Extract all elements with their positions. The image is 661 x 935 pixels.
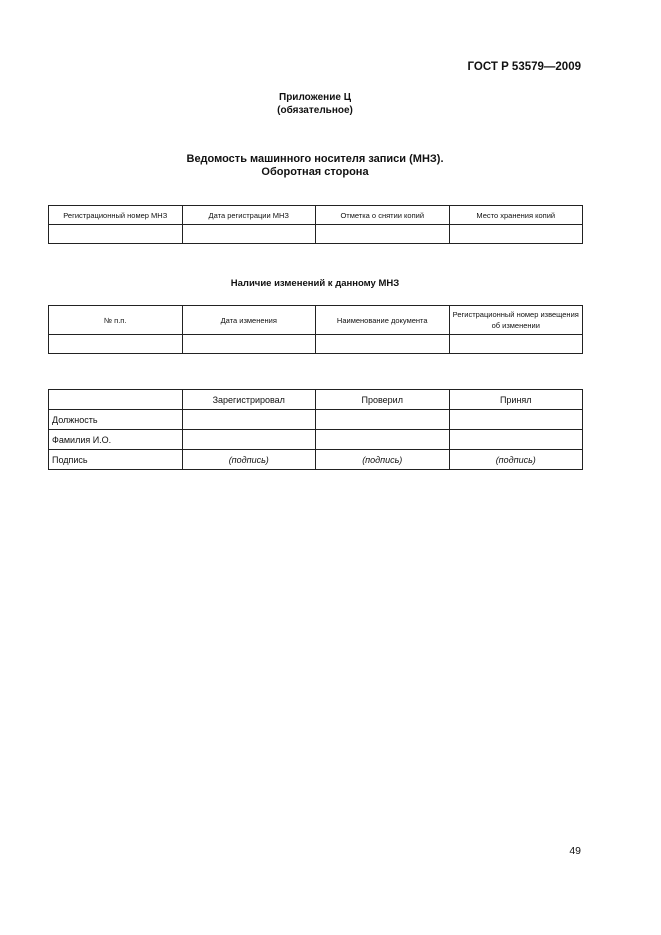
table-cell bbox=[449, 410, 583, 430]
table-cell bbox=[316, 225, 450, 244]
changes-section-title: Наличие изменений к данному МНЗ bbox=[230, 278, 400, 289]
table-cell bbox=[182, 335, 316, 354]
table-header-row bbox=[49, 306, 583, 335]
table-cell bbox=[182, 225, 316, 244]
column-header: Отметка о снятии копий bbox=[316, 206, 450, 225]
table-cell bbox=[449, 430, 583, 450]
column-header: № п.п. bbox=[49, 306, 183, 335]
table-row bbox=[49, 225, 583, 244]
column-header: Дата регистрации МНЗ bbox=[182, 206, 316, 225]
annex-status: (обязательное) bbox=[277, 105, 353, 116]
table-cell bbox=[49, 335, 183, 354]
column-header: Наименование документа bbox=[316, 306, 450, 335]
annex-title: Приложение Ц bbox=[279, 92, 351, 103]
table-row bbox=[49, 410, 583, 430]
column-header: Проверил bbox=[316, 390, 450, 410]
table-cell bbox=[182, 410, 316, 430]
column-header: Регистрационный номер МНЗ bbox=[49, 206, 183, 225]
changes-table bbox=[48, 305, 583, 354]
page-number: 49 bbox=[569, 845, 581, 857]
column-header: Регистрационный номер извещения об изменении bbox=[449, 306, 583, 335]
row-label: Подпись bbox=[49, 450, 183, 470]
column-header: Принял bbox=[449, 390, 583, 410]
signature-table bbox=[48, 389, 583, 470]
document-title bbox=[0, 153, 630, 179]
table-header-row bbox=[49, 206, 583, 225]
document-title-line2: Оборотная сторона bbox=[261, 166, 369, 178]
annex-heading bbox=[0, 91, 630, 117]
standard-id: ГОСТ Р 53579—2009 bbox=[467, 61, 581, 73]
table-header-row bbox=[49, 390, 583, 410]
signature-cell: (подпись) bbox=[182, 450, 316, 470]
table-cell bbox=[182, 430, 316, 450]
table-cell bbox=[316, 335, 450, 354]
table-row bbox=[49, 450, 583, 470]
row-label: Фамилия И.О. bbox=[49, 430, 183, 450]
registration-table bbox=[48, 205, 583, 244]
column-header: Зарегистрировал bbox=[182, 390, 316, 410]
table-cell bbox=[49, 390, 183, 410]
signature-cell: (подпись) bbox=[316, 450, 450, 470]
table-cell bbox=[316, 410, 450, 430]
table-cell bbox=[449, 225, 583, 244]
table-cell bbox=[449, 335, 583, 354]
column-header: Место хранения копий bbox=[449, 206, 583, 225]
signature-cell: (подпись) bbox=[449, 450, 583, 470]
column-header: Дата изменения bbox=[182, 306, 316, 335]
table-cell bbox=[316, 430, 450, 450]
table-row bbox=[49, 335, 583, 354]
row-label: Должность bbox=[49, 410, 183, 430]
table-cell bbox=[49, 225, 183, 244]
table-row bbox=[49, 430, 583, 450]
document-title-line1: Ведомость машинного носителя записи (МНЗ). bbox=[186, 153, 444, 165]
